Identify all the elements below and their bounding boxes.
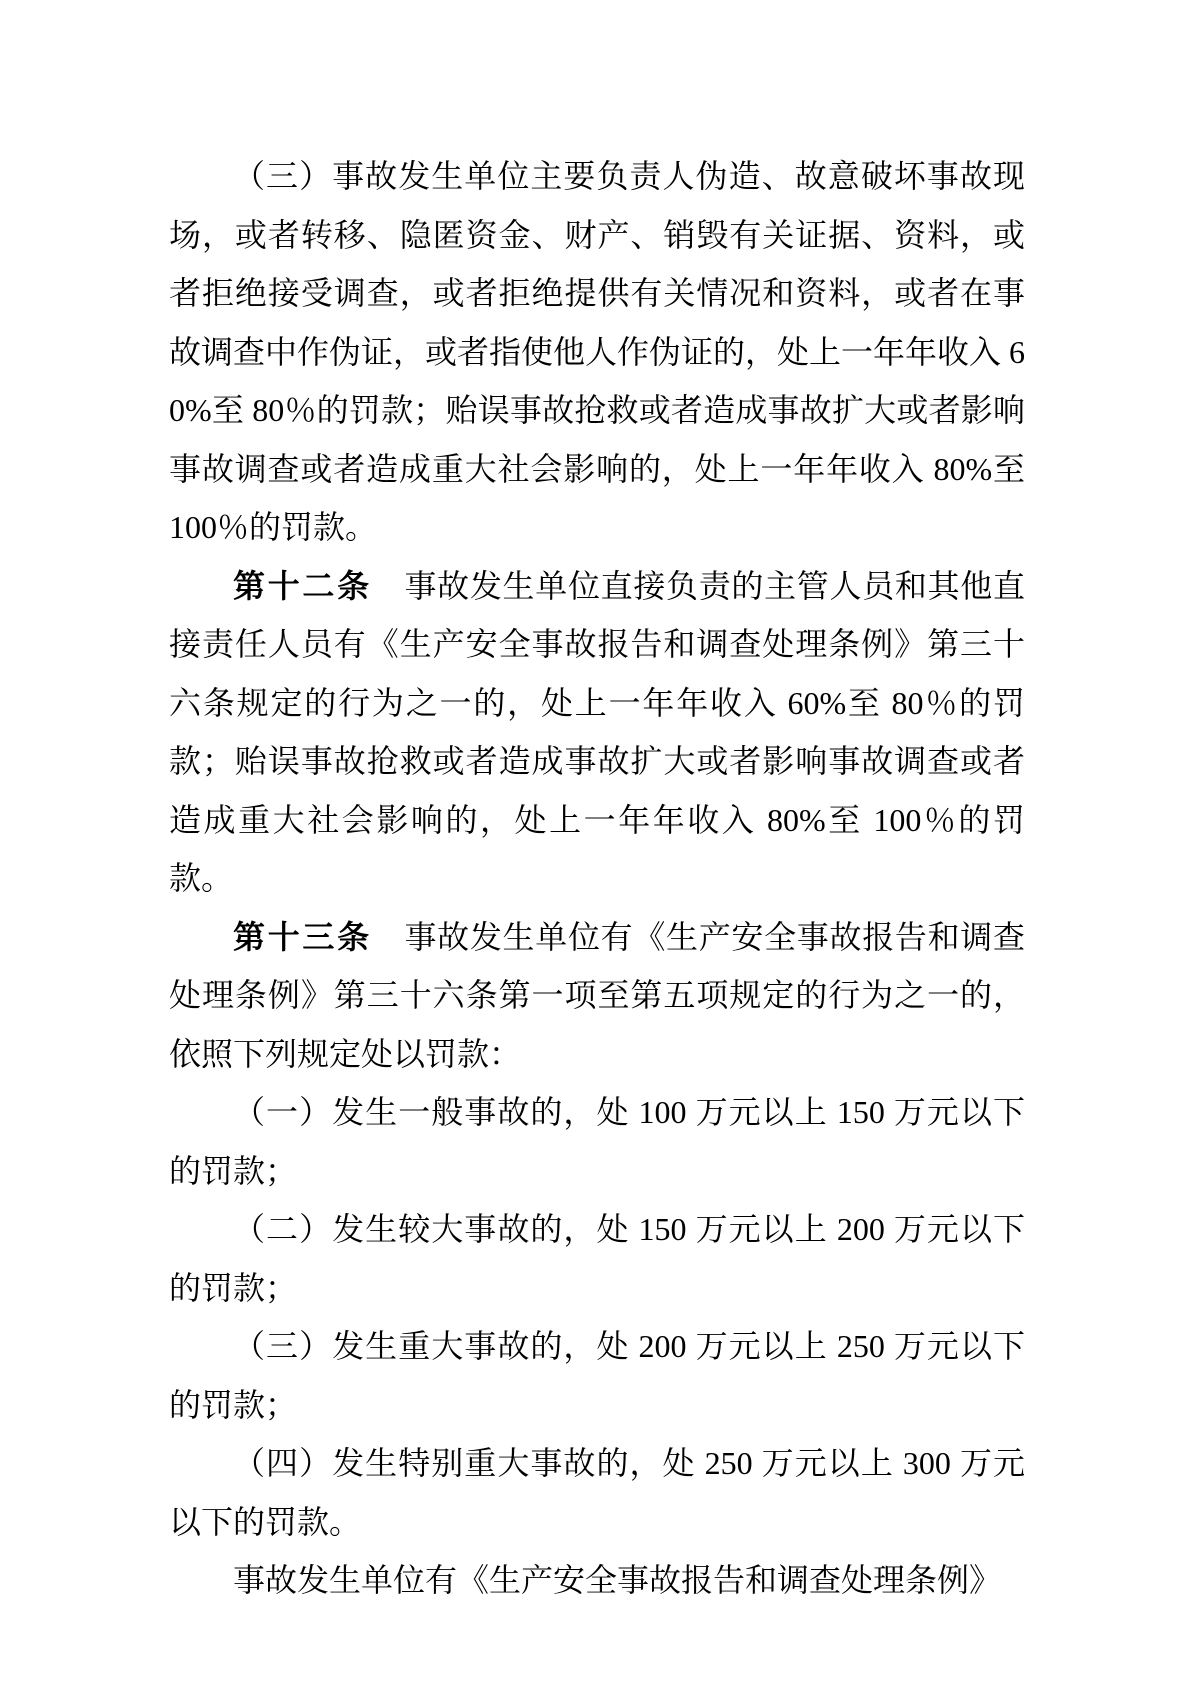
paragraph-text: （一）发生一般事故的，处 100 万元以上 150 万元以下的罚款； bbox=[169, 1094, 1025, 1189]
paragraph-text: （二）发生较大事故的，处 150 万元以上 200 万元以下的罚款； bbox=[169, 1211, 1025, 1306]
paragraph-article-thirteen bbox=[169, 908, 1025, 1084]
paragraph-fine-item-one bbox=[169, 1083, 1025, 1200]
paragraph-fine-item-two bbox=[169, 1200, 1025, 1317]
article-number-heading: 第十二条 bbox=[233, 567, 372, 604]
paragraph-fine-item-four bbox=[169, 1434, 1025, 1551]
paragraph-text: 事故发生单位有《生产安全事故报告和调查处理条例》第三十六条第一项至第五项规定的行为之一的，依照下列规定处以罚款： bbox=[169, 918, 1025, 1072]
article-number-heading: 第十三条 bbox=[233, 918, 372, 955]
paragraph-text: 事故发生单位直接负责的主管人员和其他直接责任人员有《生产安全事故报告和调查处理条例》第三十六条规定的行为之一的，处上一年年收入 60%至 80％的罚款；贻误事故抢救或者造成事故扩大或者影响事故调查或者造成重大社会影响的，处上一年年收入 80%至 100％的罚款。 bbox=[169, 567, 1025, 896]
paragraph-closing bbox=[169, 1551, 1025, 1610]
paragraph-fine-item-three bbox=[169, 1317, 1025, 1434]
paragraph-text: （三）发生重大事故的，处 200 万元以上 250 万元以下的罚款； bbox=[169, 1328, 1025, 1423]
paragraph-article-twelve bbox=[169, 557, 1025, 908]
document-text-block bbox=[169, 147, 1025, 1610]
paragraph-text: （三）事故发生单位主要负责人伪造、故意破坏事故现场，或者转移、隐匿资金、财产、销毁有关证据、资料，或者拒绝接受调查，或者拒绝提供有关情况和资料，或者在事故调查中作伪证，或者指使他人作伪证的，处上一年年收入 60%至 80％的罚款；贻误事故抢救或者造成事故扩大或者影响事故调查或者造成重大社会影响的，处上一年年收入 80%至 100％的罚款。 bbox=[169, 158, 1026, 545]
paragraph-text: （四）发生特别重大事故的，处 250 万元以上 300 万元以下的罚款。 bbox=[169, 1445, 1025, 1540]
paragraph-text: 事故发生单位有《生产安全事故报告和调查处理条例》 bbox=[233, 1562, 1002, 1598]
paragraph-clause-item-three bbox=[169, 147, 1025, 557]
